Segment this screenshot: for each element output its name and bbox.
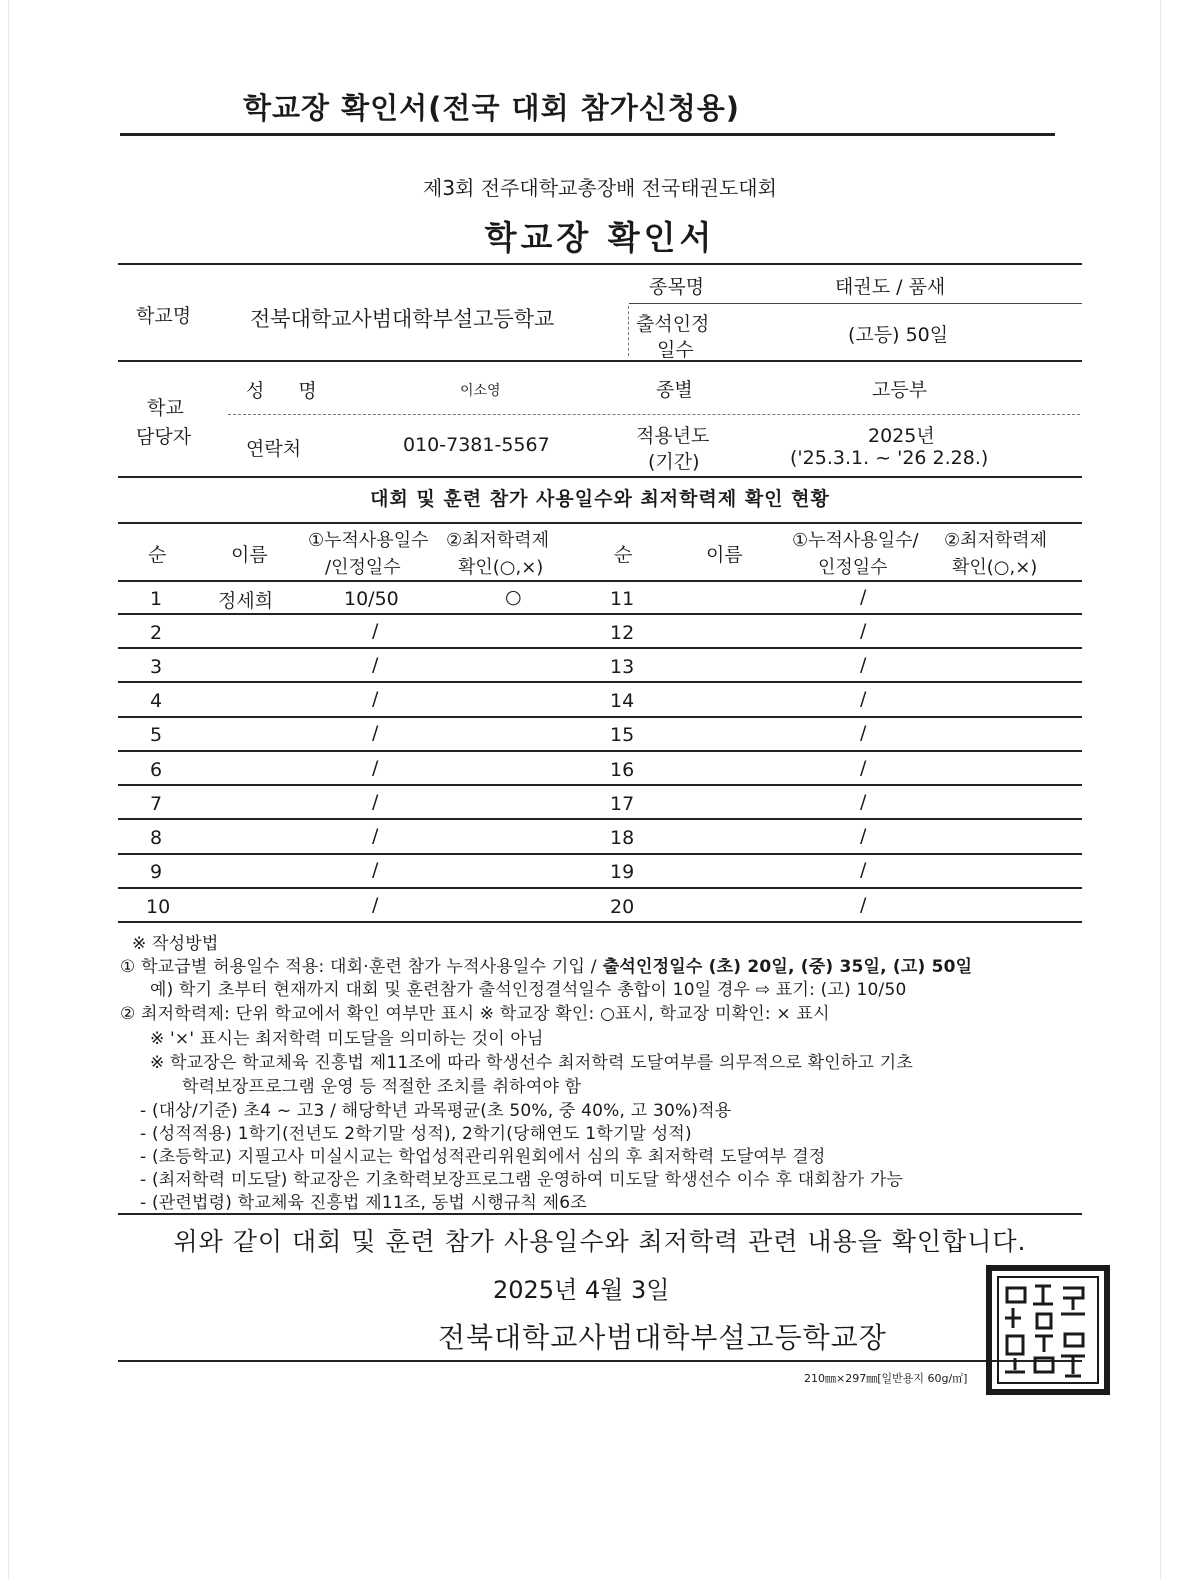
school-label: 학교명	[136, 305, 192, 327]
name-value: 이소영	[460, 383, 501, 399]
info-mid-line	[118, 360, 1082, 362]
row-days-right: /	[860, 825, 867, 847]
paper-spec: 210㎜×297㎜[일반용지 60g/㎡]	[804, 1372, 968, 1385]
row-no: 3	[150, 656, 163, 678]
row-days: /	[372, 825, 379, 847]
row-no: 9	[150, 861, 163, 883]
row-divider	[118, 818, 1082, 820]
table-header-line	[118, 580, 1082, 582]
row-days-right: /	[860, 654, 867, 676]
row-divider	[118, 647, 1082, 649]
school-value: 전북대학교사범대학부설고등학교	[250, 307, 555, 331]
row-no-right: 12	[610, 622, 635, 644]
bullet-2: - (성적적용) 1학기(전년도 2학기말 성적), 2학기(당해연도 1학기말 성적)	[140, 1124, 692, 1144]
contact-value: 010-7381-5567	[403, 434, 550, 456]
row-no: 4	[150, 690, 163, 712]
note-1-bold: 출석인정일수 (초) 20일, (중) 35일, (고) 50일	[596, 957, 973, 977]
row-no-right: 18	[610, 827, 635, 849]
document-title: 학교장 확인서	[484, 218, 716, 257]
footer-line	[118, 1360, 1082, 1362]
division-label: 종별	[656, 379, 693, 401]
row-days: /	[372, 894, 379, 916]
header-min-right-1: ②최저학력제	[944, 530, 1048, 551]
header-days-2: /인정일수	[325, 557, 401, 578]
info-top-line	[118, 263, 1082, 265]
row-days-right: /	[860, 722, 867, 744]
event-label: 종목명	[649, 276, 705, 298]
row-days-right: /	[860, 586, 867, 608]
header-min-2: 확인(○,×)	[458, 557, 544, 578]
section-top-line	[118, 476, 1082, 478]
info-divider-event	[629, 303, 1082, 304]
row-no: 8	[150, 827, 163, 849]
row-name: 정세희	[218, 590, 274, 612]
paper-edge-left	[8, 0, 9, 1579]
row-no-right: 16	[610, 759, 635, 781]
bullet-4: - (최저학력 미도달) 학교장은 기초학력보장프로그램 운영하여 미도달 학생선수 이수 후 대회참가 가능	[140, 1170, 904, 1190]
header-min-right-2: 확인(○,×)	[952, 557, 1038, 578]
row-divider	[118, 613, 1082, 615]
row-divider	[118, 853, 1082, 855]
note-1-text: ① 학교급별 허용일수 적용: 대회·훈련 참가 누적사용일수 기입 /	[120, 957, 597, 977]
row-days: /	[372, 757, 379, 779]
attendance-value: (고등) 50일	[848, 324, 949, 346]
row-no: 10	[146, 896, 171, 918]
row-days-right: /	[860, 757, 867, 779]
header-days-right-1: ①누적사용일수/	[792, 530, 919, 551]
note-1-example: 예) 학기 초부터 현재까지 대회 및 훈련참가 출석인정결석일수 총합이 10일 경우 ⇨ 표기: (고) 10/50	[150, 980, 907, 1000]
row-days-right: /	[860, 859, 867, 881]
header-no: 순	[148, 544, 167, 566]
note-4-cont: 학력보장프로그램 운영 등 적절한 조치를 취하여야 함	[182, 1077, 582, 1097]
header-name: 이름	[231, 544, 268, 566]
row-no-right: 19	[610, 861, 635, 883]
row-days-right: /	[860, 620, 867, 642]
note-4: ※ 학교장은 학교체육 진흥법 제11조에 따라 학생선수 최저학력 도달여부를 의무적으로 확인하고 기초	[150, 1053, 913, 1073]
row-no-right: 17	[610, 793, 635, 815]
header-days-1: ①누적사용일수	[308, 530, 429, 551]
name-label: 성 명	[246, 380, 331, 402]
row-divider	[118, 887, 1082, 889]
row-no: 2	[150, 622, 163, 644]
year-label-1: 적용년도	[636, 425, 710, 447]
row-no-right: 14	[610, 690, 635, 712]
manager-label-2: 담당자	[136, 426, 192, 448]
row-days-right: /	[860, 791, 867, 813]
row-days: 10/50	[344, 588, 399, 610]
row-no: 5	[150, 724, 163, 746]
bullet-3: - (초등학교) 지필고사 미실시교는 학업성적관리위원회에서 심의 후 최저학력 도달여부 결정	[140, 1147, 826, 1167]
header-name-right: 이름	[706, 544, 743, 566]
row-divider	[118, 750, 1082, 752]
paper-edge-right	[1160, 0, 1161, 1579]
row-no-right: 20	[610, 896, 635, 918]
attendance-label-1: 출석인정	[636, 313, 710, 335]
row-no-right: 15	[610, 724, 635, 746]
row-divider	[118, 681, 1082, 683]
form-title: 학교장 확인서(전국 대회 참가신청용)	[243, 91, 741, 125]
note-1	[120, 952, 972, 977]
manager-label-1: 학교	[147, 397, 184, 419]
seal-text: 전북대학교사범대학부설고등학교장인	[1048, 1390, 1065, 1391]
row-no-right: 11	[610, 588, 635, 610]
row-no: 7	[150, 793, 163, 815]
contact-label: 연락처	[246, 438, 302, 460]
header-rule	[120, 133, 1055, 136]
year-label-2: (기간)	[648, 451, 700, 473]
year-value-1: 2025년	[868, 425, 935, 447]
row-no: 6	[150, 759, 163, 781]
date: 2025년 4월 3일	[493, 1276, 670, 1304]
row-check: ○	[505, 586, 522, 608]
row-divider	[118, 716, 1082, 718]
info-dotted-line	[228, 414, 1080, 415]
notes-heading: ※ 작성방법	[132, 934, 219, 954]
info-vertical-divider	[628, 306, 629, 356]
row-days: /	[372, 859, 379, 881]
row-no-right: 13	[610, 656, 635, 678]
note-2: ② 최저학력제: 단위 학교에서 확인 여부만 표시 ※ 학교장 확인: ○표시, 학교장 미확인: × 표시	[120, 1004, 830, 1024]
row-divider	[118, 784, 1082, 786]
row-days-right: /	[860, 894, 867, 916]
year-value-2: ('25.3.1. ~ '26 2.28.)	[790, 447, 989, 469]
principal-name: 전북대학교사범대학부설고등학교장	[438, 1321, 887, 1354]
row-days: /	[372, 722, 379, 744]
header-no-right: 순	[614, 544, 633, 566]
event-value: 태권도 / 품새	[835, 276, 946, 298]
row-no: 1	[150, 588, 163, 610]
attendance-label-2: 일수	[657, 339, 694, 361]
note-3: ※ '×' 표시는 최저학력 미도달을 의미하는 것이 아님	[150, 1029, 544, 1049]
confirm-text: 위와 같이 대회 및 훈련 참가 사용일수와 최저학력 관련 내용을 확인합니다.	[173, 1227, 1027, 1256]
header-days-right-2: 인정일수	[818, 557, 888, 578]
header-min-1: ②최저학력제	[446, 530, 550, 551]
bullet-1: - (대상/기준) 초4 ~ 고3 / 해당학년 과목평균(초 50%, 중 40%, 고 30%)적용	[140, 1101, 732, 1121]
section-title: 대회 및 훈련 참가 사용일수와 최저학력제 확인 현황	[370, 488, 830, 510]
row-days-right: /	[860, 688, 867, 710]
row-days: /	[372, 688, 379, 710]
event-name: 제3회 전주대학교총장배 전국태권도대회	[423, 176, 777, 200]
confirm-top-line	[118, 1213, 1082, 1215]
row-days: /	[372, 654, 379, 676]
division-value: 고등부	[872, 379, 928, 401]
school-seal-stamp	[985, 1264, 1111, 1396]
table-bottom-line	[118, 921, 1082, 923]
row-days: /	[372, 620, 379, 642]
bullet-5: - (관련법령) 학교체육 진흥법 제11조, 동법 시행규칙 제6조	[140, 1193, 587, 1213]
row-days: /	[372, 791, 379, 813]
table-top-line	[118, 522, 1082, 524]
